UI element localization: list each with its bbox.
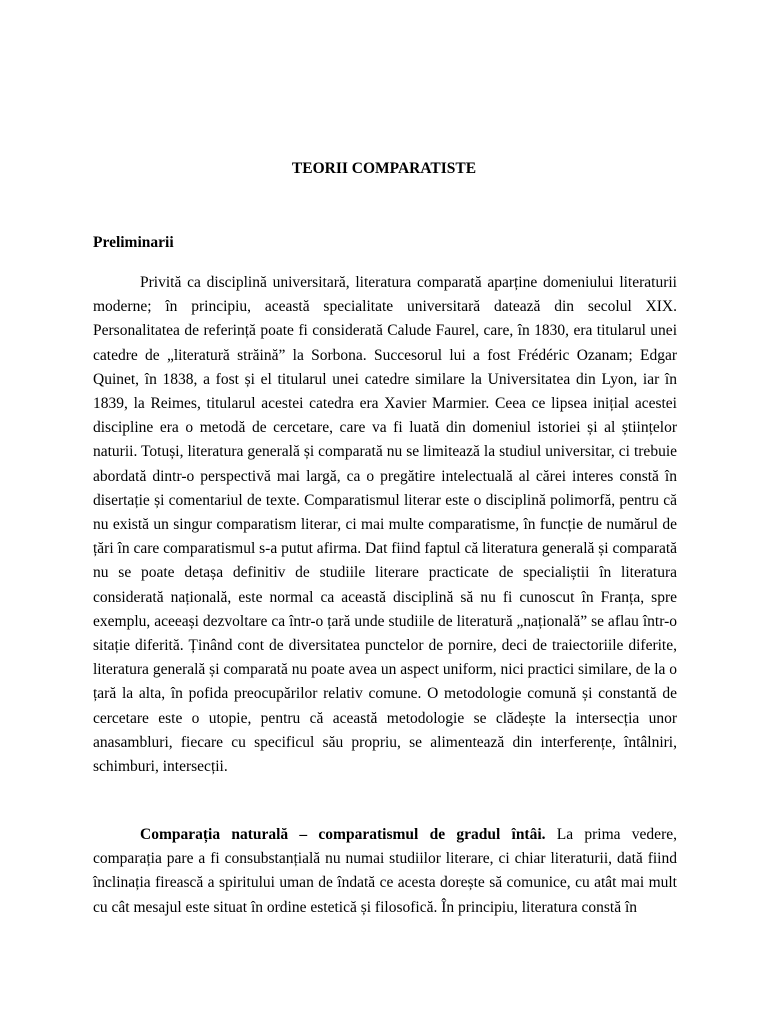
- body-paragraph-1: Privită ca disciplină universitară, literatura comparată aparține domeniului literaturii moderne; în principiu, această specialitate universitară datează din secolul XIX. Personalitatea de referință poate fi considerată Calude Faurel, care, în 1830, era titularul unei catedre de „literatură străină” la Sorbona. Succesorul lui a fost Frédéric Ozanam; Edgar Quinet, în 1838, a fost și el titularul unei catedre similare la Universitatea din Lyon, iar în 1839, la Reimes, titularul acestei catedra era Xavier Marmier. Ceea ce lipsea inițial acestei discipline era o metodă de cercetare, care va fi luată din domeniul istoriei și al științelor naturii. Totuși, literatura generală și comparată nu se limitează la studiul universitar, ci trebuie abordată dintr-o perspectivă mai largă, ca o pregătire intelectuală al cărei interes constă în disertație și comentariul de texte. Comparatismul literar este o disciplină polimorfă, pentru că nu există un singur comparatism literar, ci mai multe comparatisme, în funcție de numărul de țări în care comparatismul s-a putut afirma. Dat fiind faptul că literatura generală și comparată nu se poate detașa definitiv de studiile literare practicate de specialiștii în literatura considerată națională, este normal ca această disciplină să nu fi cunoscut în Franța, spre exemplu, aceeași dezvoltare ca într-o țară unde studiile de literatură „națională” se aflau într-o sitație diferită. Ținând cont de diversitatea punctelor de pornire, deci de traiectoriile diferite, literatura generală și comparată nu poate avea un aspect uniform, nici practici similare, de la o țară la alta, în pofida preocupărilor relativ comune. O metodologie comună și constantă de cercetare este o utopie, pentru că această metodologie se clădește la intersecția unor anasambluri, fiecare cu specificul său propriu, se alimentează din interferențe, întâlniri, schimburi, intersecții.: [93, 274, 678, 776]
- section-heading-preliminarii: Preliminarii: [93, 234, 174, 251]
- document-title: TEORII COMPARATISTE: [291, 160, 477, 177]
- paragraph-2-text: La prima vedere, comparația pare a fi consubstanțială nu numai studiilor literare, ci chiar literaturii, dată fiind înclinația firească a spiritului uman de îndată ce acesta dorește să comunice, cu atât mai mult cu cât mesajul este situat în ordine estetică și filosofică. În principiu, literatura constă în: [93, 826, 677, 916]
- paragraph-2-bold-lead: Comparația naturală – comparatismul de gradul întâi.: [140, 826, 546, 843]
- body-paragraph-2: [93, 823, 677, 920]
